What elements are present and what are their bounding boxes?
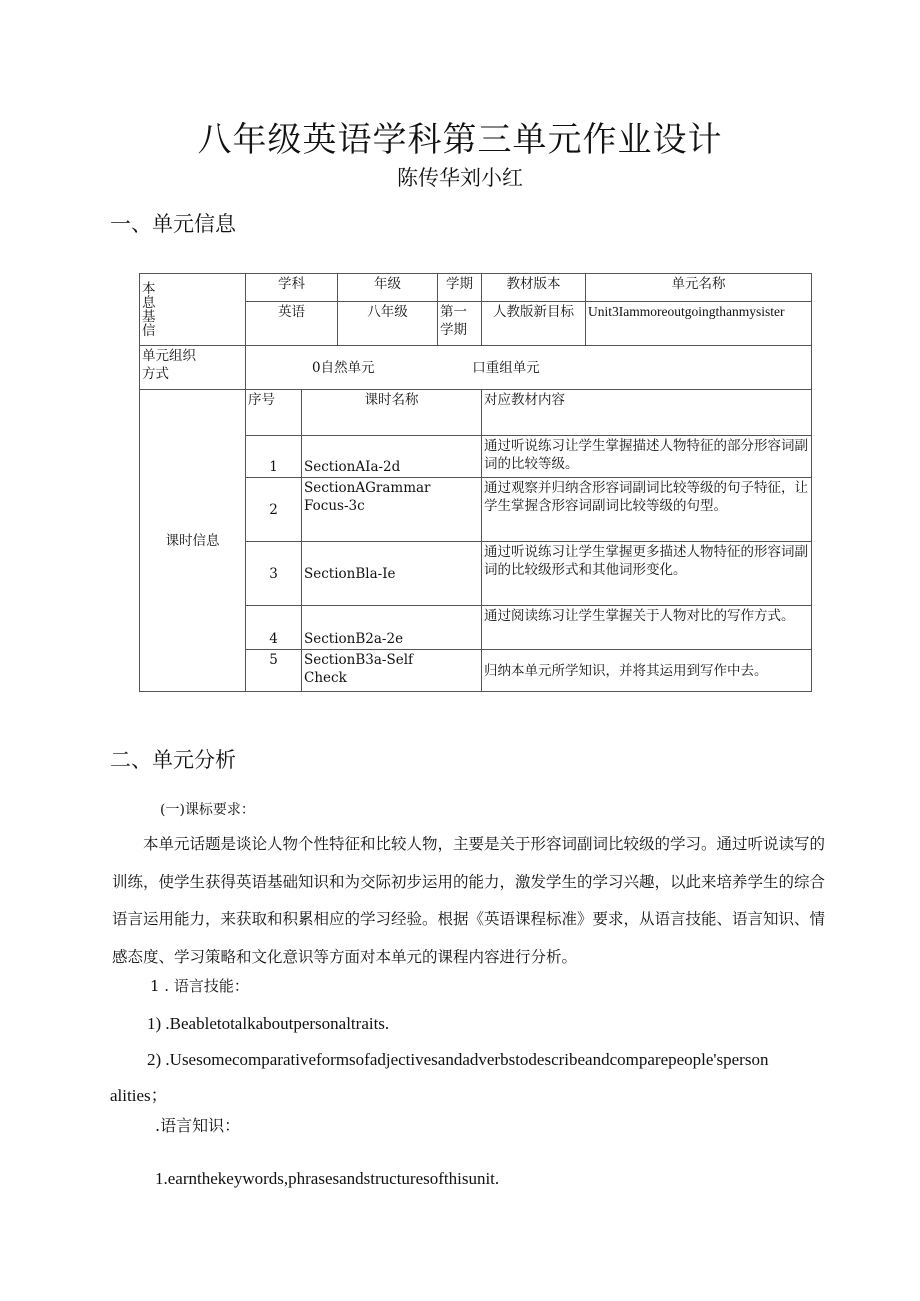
knowledge-item-1: 1.earnthekeywords,phrasesandstructuresofthisunit. — [155, 1169, 500, 1188]
org-option-regroup: 口重组单元 — [472, 359, 540, 376]
value-textbook: 人教版新目标 — [482, 302, 586, 346]
document-title: 八年级英语学科第三单元作业设计 — [197, 120, 723, 160]
skill-item-2: 2) .Usesomecomparativeformsofadjectivesandadverbstodescribeandcomparepeople'sperson — [147, 1050, 769, 1069]
lesson-info-label: 课时信息 — [140, 390, 246, 692]
basic-info-label — [140, 274, 246, 346]
header-subject: 学科 — [246, 274, 338, 302]
lesson-header-name: 课时名称 — [302, 390, 482, 436]
section2-heading: 二、单元分析 — [110, 748, 236, 772]
value-term: 第一学期 — [438, 302, 482, 346]
value-subject: 英语 — [246, 302, 338, 346]
org-option-natural: 0自然单元 — [312, 359, 375, 376]
skill-item-2-cont: alities； — [110, 1086, 168, 1105]
lesson-header-no: 序号 — [246, 390, 302, 436]
lesson-header-content: 对应教材内容 — [482, 390, 812, 436]
lesson-content: 通过听说练习让学生掌握描述人物特征的部分形容词副词的比较等级。 — [482, 436, 812, 478]
basic-info-char: 本 — [142, 280, 156, 297]
skill-item-1: 1) .Beabletotalkaboutpersonaltraits. — [147, 1014, 390, 1033]
lesson-content: 通过听说练习让学生掌握更多描述人物特征的形容词副词的比较级形式和其他词形变化。 — [482, 542, 812, 606]
header-textbook: 教材版本 — [482, 274, 586, 302]
header-grade: 年级 — [338, 274, 438, 302]
lesson-content: 通过阅读练习让学生掌握关于人物对比的写作方式。 — [482, 606, 812, 650]
lesson-content: 归纳本单元所学知识，并将其运用到写作中去。 — [482, 650, 812, 692]
lesson-name: SectionAGrammar Focus-3c — [302, 478, 482, 542]
lesson-no: 1 — [246, 436, 302, 478]
curriculum-requirements-subheading: (一)课标要求： — [160, 802, 255, 818]
basic-info-char: 息 — [142, 294, 156, 311]
lesson-content: 通过观察并归纳含形容词副词比较等级的句子特征，让学生掌握含形容词副词比较等级的句型。 — [482, 478, 812, 542]
lesson-name: SectionBla-Ie — [302, 542, 482, 606]
lesson-name: SectionB2a-2e — [302, 606, 482, 650]
lesson-no: 3 — [246, 542, 302, 606]
lesson-no: 2 — [246, 478, 302, 542]
header-unit-name: 单元名称 — [586, 274, 812, 302]
document-authors: 陈传华刘小红 — [397, 166, 523, 190]
value-grade: 八年级 — [338, 302, 438, 346]
lesson-no: 5 — [246, 650, 302, 692]
skills-heading: 1 . 语言技能： — [150, 977, 249, 995]
knowledge-heading: .语言知识： — [155, 1116, 241, 1135]
org-label: 单元组织方式 — [140, 346, 246, 390]
header-term: 学期 — [438, 274, 482, 302]
org-options — [246, 346, 812, 390]
basic-info-char: 基 — [142, 308, 156, 325]
lesson-no: 4 — [246, 606, 302, 650]
lesson-name: SectionAIa-2d — [302, 436, 482, 478]
basic-info-char: 信 — [142, 322, 156, 339]
value-unit-name: Unit3Iammoreoutgoingthanmysister — [586, 302, 812, 346]
lesson-name: SectionB3a-Self Check — [302, 650, 482, 692]
analysis-paragraph: 本单元话题是谈论人物个性特征和比较人物，主要是关于形容词副词比较级的学习。通过听说读写的训练，使学生获得英语基础知识和为交际初步运用的能力，激发学生的学习兴趣，以此来培养学生的综合语言运用能力，来获取和积累相应的学习经验。根据《英语课程标准》要求，从语言技能、语言知识、情感态度、学习策略和文化意识等方面对本单元的课程内容进行分析。 — [112, 835, 826, 966]
section1-heading: 一、单元信息 — [110, 212, 236, 236]
unit-info-table — [139, 273, 812, 692]
